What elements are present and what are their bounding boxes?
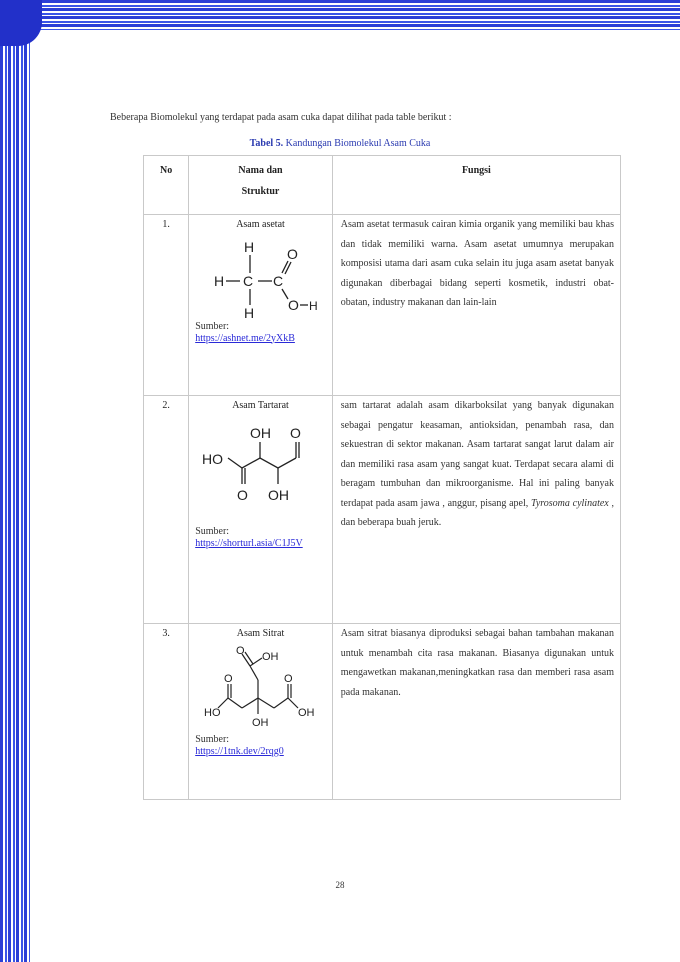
function-text: sam tartarat adalah asam dikarboksilat yang banyak digunakan sebagai pengatur keasaman, antioksidan, penambah rasa, dan sekuestran di sektor makanan. Asam tartarat sangat larut dalam air dan memiliki rasa asam yang sangat kuat. Terdapat secara alami di beragam tumbuhan dan mikroorganisme. Hal ini paling banyak terdapat pada asam jawa , anggur, pisang apel, xyxy=(340,400,614,509)
atom-label: H xyxy=(214,272,225,289)
atom-label: H xyxy=(244,304,255,319)
atom-label: O xyxy=(236,645,246,657)
source-link[interactable]: https://1tnk.dev/2rqg0 xyxy=(195,745,284,757)
source-info xyxy=(195,321,326,345)
atom-label: O xyxy=(287,245,299,262)
header-name-line2: Struktur xyxy=(241,186,280,197)
source-info xyxy=(195,734,326,758)
header-no: No xyxy=(144,156,189,215)
atom-label: C xyxy=(243,272,254,289)
atom-label: OH xyxy=(250,424,272,441)
top-border-decoration xyxy=(30,0,680,30)
header-name-line1: Nama dan xyxy=(238,165,283,176)
row-number: 1. xyxy=(144,215,189,396)
row-name-structure xyxy=(189,624,333,800)
table-caption xyxy=(0,138,680,149)
function-italic-text: Tyrosoma cylinatex xyxy=(531,497,609,509)
header-name xyxy=(189,156,333,215)
table-caption-label: Tabel 5. xyxy=(249,138,284,149)
header-function: Fungsi xyxy=(332,156,620,215)
atom-label: HO xyxy=(204,706,221,719)
page-number: 28 xyxy=(335,880,345,890)
atom-label: O xyxy=(237,486,249,503)
tartaric-acid-structure xyxy=(198,418,322,508)
atom-label: O xyxy=(288,296,300,313)
row-function xyxy=(332,396,620,624)
table-row xyxy=(144,215,621,396)
molecule-name: Asam Tartarat xyxy=(232,400,289,411)
corner-decoration xyxy=(0,0,42,46)
atom-label: O xyxy=(290,424,302,441)
molecule-name: Asam Sitrat xyxy=(236,628,285,639)
atom-label: O xyxy=(224,672,234,685)
source-link[interactable]: https://ashnet.me/2yXkB xyxy=(195,332,295,344)
row-name-structure xyxy=(189,396,333,624)
function-text: , dan beberapa buah jeruk. xyxy=(340,497,615,528)
molecule-name: Asam asetat xyxy=(236,219,285,230)
atom-label: H xyxy=(244,238,255,255)
table-caption-text: Kandungan Biomolekul Asam Cuka xyxy=(283,138,431,149)
atom-label: HO xyxy=(202,450,224,467)
atom-label: OH xyxy=(298,706,315,719)
row-function: Asam sitrat biasanya diproduksi sebagai bahan tambahan makanan untuk menambah cita rasa makanan. Biasanya digunakan untuk mengawetkan makanan,meningkatkan rasa dan memberi rasa asam pada makanan. xyxy=(332,624,620,800)
row-function: Asam asetat termasuk cairan kimia organik yang memiliki bau khas dan tidak memiliki warna. Asam asetat umumnya merupakan komposisi utama dari asam cuka selain itu juga asam asetat banyak digunakan diberbagai bidang seperti kosmetik, industri obat- obatan, industry makanan dan lain-lain xyxy=(332,215,620,396)
biomolecule-table xyxy=(143,155,621,800)
source-label: Sumber: xyxy=(195,733,230,745)
table-row xyxy=(144,624,621,800)
row-number: 2. xyxy=(144,396,189,624)
intro-text: Beberapa Biomolekul yang terdapat pada asam cuka dapat dilihat pada table berikut : xyxy=(110,112,452,123)
source-label: Sumber: xyxy=(195,525,230,537)
atom-label: OH xyxy=(262,650,279,663)
row-name-structure xyxy=(189,215,333,396)
acetic-acid-structure xyxy=(200,237,320,319)
source-link[interactable]: https://shorturl.asia/C1J5V xyxy=(195,537,303,549)
atom-label: C xyxy=(273,272,284,289)
citric-acid-structure xyxy=(200,646,320,732)
source-label: Sumber: xyxy=(195,320,230,332)
atom-label: OH xyxy=(268,486,290,503)
atom-label: O xyxy=(284,672,294,685)
table-header-row xyxy=(144,156,621,215)
atom-label: H xyxy=(309,298,319,313)
table-row xyxy=(144,396,621,624)
atom-label: OH xyxy=(252,716,269,729)
source-info xyxy=(195,526,326,550)
row-number: 3. xyxy=(144,624,189,800)
